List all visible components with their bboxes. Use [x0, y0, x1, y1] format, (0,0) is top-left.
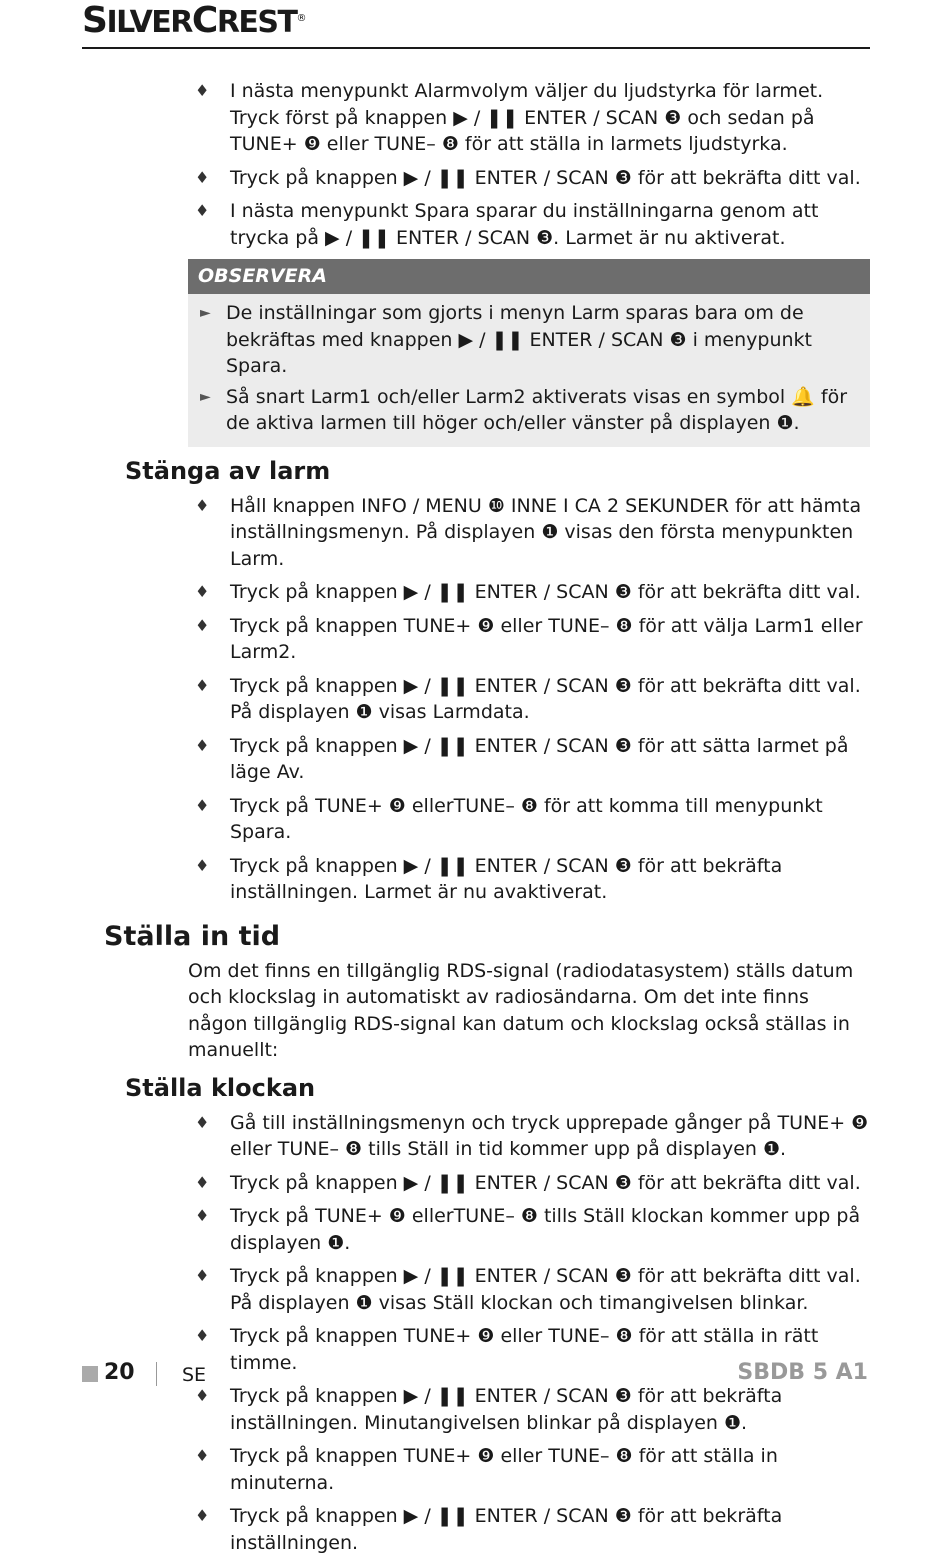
logo-letter: C: [191, 0, 217, 41]
disable-alarm-steps: [0, 493, 950, 906]
list-item-text: Tryck på knappen ▶ / ❚❚ ENTER / SCAN ❸ för att bekräfta inställningen.: [230, 1505, 783, 1554]
diamond-bullet-icon: ♦: [195, 1386, 210, 1405]
list-item: [0, 579, 950, 606]
list-item-text: Tryck på knappen TUNE+ ❾ eller TUNE– ❽ för att ställa in rätt timme.: [230, 1325, 819, 1374]
list-item: [0, 1503, 950, 1556]
diamond-bullet-icon: ♦: [195, 1206, 210, 1225]
list-item-text: Håll knappen INFO / MENU ❿ INNE I CA 2 SEKUNDER för att hämta inställningsmenyn. På displayen ❶ visas den första menypunkten Larm.: [230, 494, 862, 570]
chapter-heading: Ställa in tid: [104, 920, 281, 952]
arrow-bullet-icon: ►: [200, 388, 211, 405]
list-item-text: I nästa menypunkt Alarmvolym väljer du ljudstyrka för larmet. Tryck först på knappen ▶ / ❚❚ ENTER / SCAN ❸ och sedan på TUNE+ ❾ eller TUNE– ❽ för att ställa in larmets ljudstyrka.: [230, 80, 824, 155]
list-item-text: Gå till inställningsmenyn och tryck upprepade gånger på TUNE+ ❾ eller TUNE– ❽ tills Ställ in tid kommer upp på displayen ❶.: [230, 1111, 869, 1160]
note-item: [188, 384, 860, 437]
diamond-bullet-icon: ♦: [195, 495, 210, 515]
page-marker-icon: [82, 1366, 98, 1382]
model-number: SBDB 5 A1: [737, 1360, 868, 1385]
section-heading: Ställa klockan: [125, 1073, 316, 1102]
list-item-text: Tryck på knappen ▶ / ❚❚ ENTER / SCAN ❸ för att sätta larmet på läge Av.: [230, 734, 849, 783]
arrow-bullet-icon: ►: [200, 305, 211, 321]
alarm-volume-steps: [0, 78, 950, 251]
footer-divider: [156, 1362, 157, 1386]
list-item-text: I nästa menypunkt Spara sparar du inställningarna genom att trycka på ▶ / ❚❚ ENTER / SCAN ❸. Larmet är nu aktiverat.: [230, 200, 819, 249]
list-item-text: Tryck på knappen TUNE+ ❾ eller TUNE– ❽ för att välja Larm1 eller Larm2.: [230, 614, 863, 663]
header-rule: [82, 47, 870, 49]
intro-paragraph: Om det finns en tillgänglig RDS-signal (radiodatasystem) ställs datum och klockslag in automatiskt av radiosändarna. Om det inte finns någon tillgänglig RDS-signal kan datum och klockslag också ställas in manuellt:: [188, 959, 854, 1061]
diamond-bullet-icon: ♦: [195, 675, 210, 695]
logo-text: REST: [216, 5, 297, 40]
logo-text: ILVER: [106, 5, 192, 40]
note-item: [188, 300, 860, 380]
note-box: [188, 259, 870, 447]
list-item: [0, 1383, 950, 1436]
note-item-text: De inställningar som gjorts i menyn Larm sparas bara om de bekräftas med knappen ▶ / ❚❚ ENTER / SCAN ❸ i menypunkt Spara.: [226, 302, 813, 377]
section-heading: Stänga av larm: [125, 456, 331, 485]
list-item-text: Tryck på TUNE+ ❾ ellerTUNE– ❽ för att komma till menypunkt Spara.: [230, 794, 823, 843]
list-item: [0, 165, 950, 192]
list-item: [0, 853, 950, 906]
list-item: [0, 613, 950, 666]
diamond-bullet-icon: ♦: [195, 582, 210, 601]
list-item-text: Tryck på TUNE+ ❾ ellerTUNE– ❽ tills Ställ klockan kommer upp på displayen ❶.: [230, 1205, 861, 1254]
list-item-text: Tryck på knappen ▶ / ❚❚ ENTER / SCAN ❸ för att bekräfta ditt val. På displayen ❶ visas Larmdata.: [230, 674, 861, 723]
diamond-bullet-icon: ♦: [195, 81, 210, 100]
list-item: [0, 673, 950, 726]
brand-logo: [82, 0, 307, 41]
list-item: [0, 1443, 950, 1496]
registered-mark: ®: [296, 13, 307, 24]
list-item: [0, 793, 950, 846]
list-item: [0, 1203, 950, 1256]
diamond-bullet-icon: ♦: [195, 201, 210, 220]
list-item: [0, 1170, 950, 1197]
list-item: [0, 1110, 950, 1163]
list-item-text: Tryck på knappen TUNE+ ❾ eller TUNE– ❽ för att ställa in minuterna.: [230, 1445, 778, 1494]
page-content: [0, 78, 950, 1563]
diamond-bullet-icon: ♦: [195, 615, 210, 635]
page-number: 20: [104, 1360, 135, 1385]
note-title: OBSERVERA: [188, 259, 870, 294]
diamond-bullet-icon: ♦: [195, 1266, 210, 1285]
language-code: SE: [182, 1364, 207, 1386]
diamond-bullet-icon: ♦: [195, 167, 210, 187]
list-item-text: Tryck på knappen ▶ / ❚❚ ENTER / SCAN ❸ för att bekräfta ditt val.: [230, 166, 861, 189]
list-item: [0, 493, 950, 573]
diamond-bullet-icon: ♦: [195, 1172, 210, 1192]
diamond-bullet-icon: ♦: [195, 1112, 210, 1132]
diamond-bullet-icon: ♦: [195, 1446, 210, 1465]
list-item: [0, 198, 950, 251]
list-item: [0, 1263, 950, 1316]
diamond-bullet-icon: ♦: [195, 855, 210, 875]
list-item-text: Tryck på knappen ▶ / ❚❚ ENTER / SCAN ❸ för att bekräfta inställningen. Minutangivelsen blinkar på displayen ❶.: [230, 1385, 783, 1434]
note-list: [188, 294, 870, 447]
diamond-bullet-icon: ♦: [195, 1326, 210, 1345]
set-clock-steps: [0, 1110, 950, 1557]
note-item-text: Så snart Larm1 och/eller Larm2 aktiverats visas en symbol 🔔 för de aktiva larmen till höger och/eller vänster på displayen ❶.: [226, 385, 848, 434]
diamond-bullet-icon: ♦: [195, 795, 210, 815]
list-item-text: Tryck på knappen ▶ / ❚❚ ENTER / SCAN ❸ för att bekräfta ditt val. På displayen ❶ visas Ställ klockan och timangivelsen blinkar.: [230, 1265, 861, 1314]
logo-letter: S: [82, 0, 107, 41]
list-item-text: Tryck på knappen ▶ / ❚❚ ENTER / SCAN ❸ för att bekräfta ditt val.: [230, 581, 861, 603]
diamond-bullet-icon: ♦: [195, 735, 210, 755]
list-item-text: Tryck på knappen ▶ / ❚❚ ENTER / SCAN ❸ för att bekräfta ditt val.: [230, 1171, 861, 1194]
list-item-text: Tryck på knappen ▶ / ❚❚ ENTER / SCAN ❸ för att bekräfta inställningen. Larmet är nu avaktiverat.: [230, 854, 783, 903]
list-item: [0, 733, 950, 786]
diamond-bullet-icon: ♦: [195, 1506, 210, 1525]
list-item: [0, 78, 950, 158]
